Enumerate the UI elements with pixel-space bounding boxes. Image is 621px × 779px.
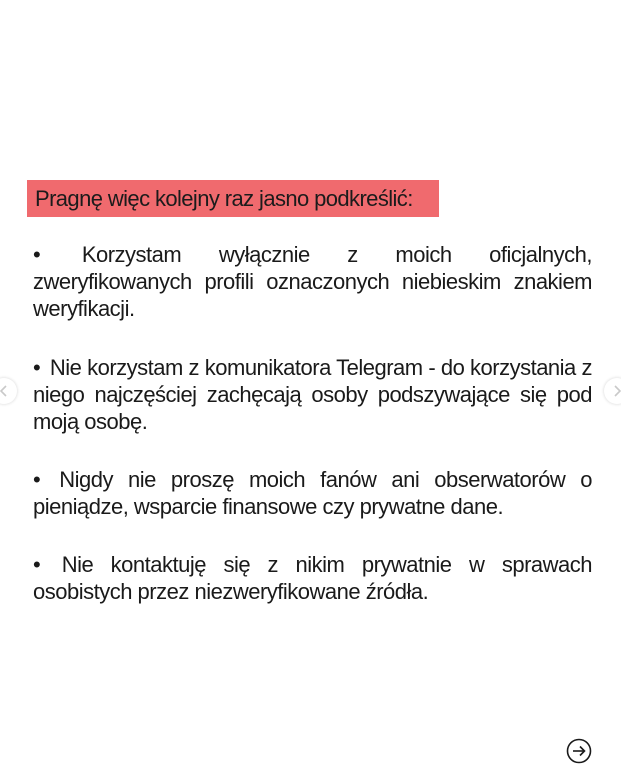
post-heading-text: Pragnę więc kolejny raz jasno podkreślić: [35,185,413,211]
post-heading [27,180,439,217]
chevron-right-icon [611,385,621,397]
bullet-point-2 [33,354,592,435]
bullet-symbol: • [33,355,41,380]
bullet-point-text: Nie kontaktuję się z nikim prywatnie w sprawach osobistych przez niezweryfikowane źródła. [33,552,592,604]
bullet-point-4 [33,551,592,605]
bullet-point-3 [33,466,592,520]
bullet-point-1 [33,241,592,322]
bullet-point-text: Nigdy nie proszę moich fanów ani obserwatorów o pieniądze, wsparcie finansowe czy prywatne dane. [33,467,592,519]
bullet-point-text: Korzystam wyłącznie z moich oficjalnych, zweryfikowanych profili oznaczonych niebieskim znakiem weryfikacji. [33,242,592,321]
bullet-point-text: Nie korzystam z komunikatora Telegram - do korzystania z niego najczęściej zachęcają osoby podszywające się pod moją osobę. [33,355,592,434]
chevron-left-icon [0,385,10,397]
arrow-right-circle-icon[interactable] [566,738,592,764]
carousel-next-button[interactable] [604,378,621,404]
bullet-symbol: • [33,552,41,577]
bullet-symbol: • [33,242,41,267]
bullet-symbol: • [33,467,41,492]
carousel-prev-button[interactable] [0,378,17,404]
